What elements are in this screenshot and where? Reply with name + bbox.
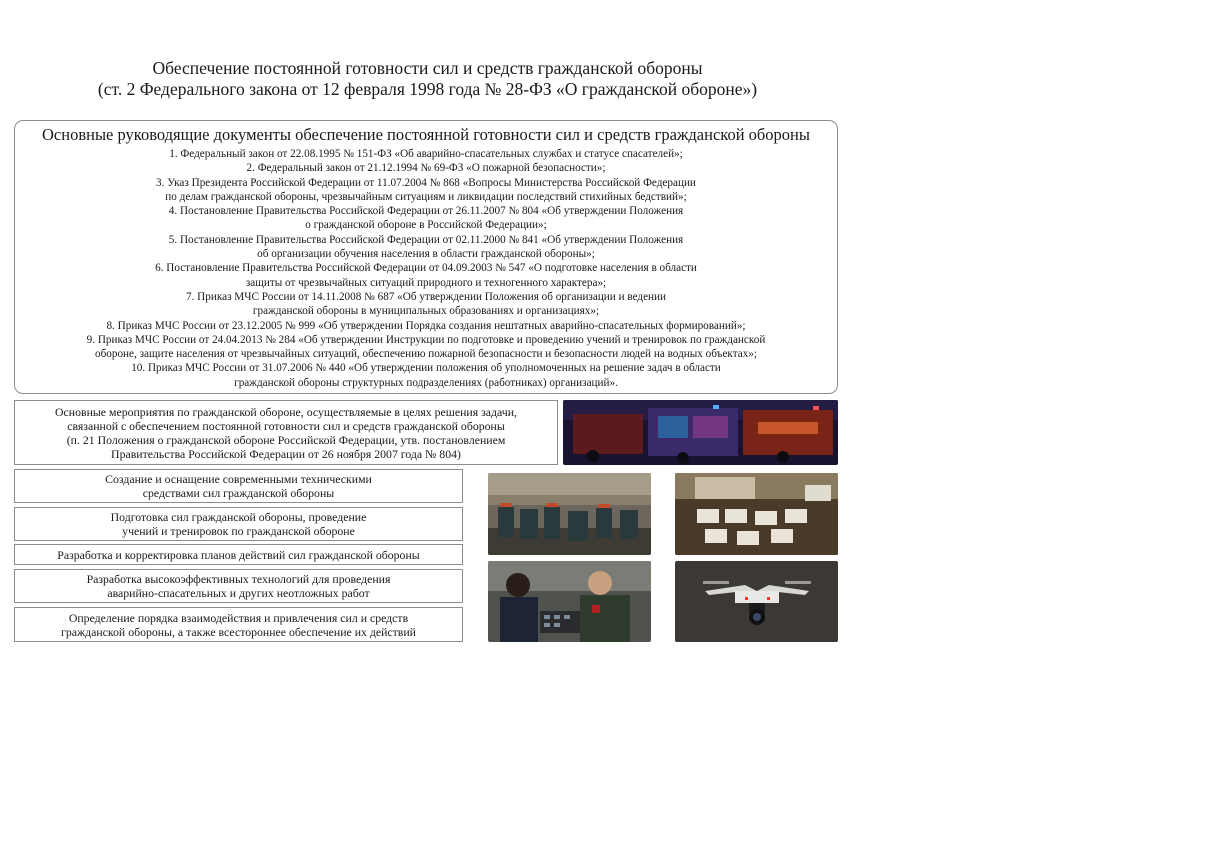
documents-heading: Основные руководящие документы обеспечение постоянной готовности сил и средств гражданской обороны (42, 125, 810, 144)
documents-line: 10. Приказ МЧС России от 31.07.2006 № 440 «Об утверждении положения об уполномоченных на решение задач в области (131, 362, 721, 375)
measures-line: Основные мероприятия по гражданской обороне, осуществляемые в целях решения задачи, (55, 404, 517, 419)
measure-item-line: гражданской обороны, а также всестороннее обеспечение их действий (60, 624, 416, 639)
measures-line: связанной с обеспечением постоянной готовности сил и средств гражданской обороны (67, 418, 505, 433)
title-line-1: Обеспечение постоянной готовности сил и средств гражданской обороны (152, 58, 703, 78)
documents-line: о гражданской обороне в Российской Федерации»; (305, 219, 547, 232)
drone-photo (675, 561, 838, 642)
documents-line: 7. Приказ МЧС России от 14.11.2008 № 687 «Об утверждении Положения об организации и ведении (185, 290, 667, 303)
documents-box (14, 120, 838, 394)
measure-item-line: Разработка и корректировка планов действий сил гражданской обороны (57, 547, 420, 562)
documents-line: 1. Федеральный закон от 22.08.1995 № 151-ФЗ «Об аварийно-спасательных службах и статусе спасателей»; (169, 148, 683, 160)
documents-line: 9. Приказ МЧС России от 24.04.2013 № 284 «Об утверждении Инструкции по подготовке и проведению учений и тренировок по гражданской (86, 333, 766, 346)
measure-item-line: Разработка высокоэффективных технологий для проведения (86, 572, 391, 586)
measures-line: Правительства Российской Федерации от 26 ноября 2007 года № 804) (111, 446, 461, 461)
documents-list (15, 147, 837, 390)
documents-line: об организации обучения населения в области гражданской обороны»; (257, 248, 595, 261)
measure-item-interaction (14, 607, 463, 642)
documents-line: гражданской обороны структурных подразделениях (работниках) организаций». (234, 376, 618, 389)
officers-training-photo (488, 561, 651, 642)
measure-item-plans (14, 544, 463, 565)
documents-line: 5. Постановление Правительства Российской Федерации от 02.11.2000 № 841 «Об утверждении Положения (168, 233, 684, 246)
measure-item-line: средствами сил гражданской обороны (142, 486, 335, 500)
documents-line: 4. Постановление Правительства Российской Федерации от 26.11.2007 № 804 «Об утверждении Положения (168, 205, 684, 218)
documents-line: 8. Приказ МЧС России от 23.12.2005 № 999 «Об утверждении Порядка создания нештатных аварийно-спасательных формирований»; (106, 319, 746, 332)
measures-line: (п. 21 Положения о гражданской обороне Российской Федерации, утв. постановлением (66, 432, 506, 447)
documents-table-photo (675, 473, 838, 555)
fire-trucks-photo (563, 400, 838, 465)
documents-line: обороне, защите населения от чрезвычайных ситуаций, обеспечению пожарной безопасности и безопасности людей на водных объектах»; (94, 348, 757, 361)
documents-line: по делам гражданской обороны, чрезвычайным ситуациям и ликвидации последствий стихийных бедствий»; (165, 190, 687, 203)
title-line-2: (ст. 2 Федерального закона от 12 февраля 1998 года № 28-ФЗ «О гражданской обороне») (97, 79, 758, 99)
measure-item-line: Определение порядка взаимодействия и привлечения сил и средств (68, 610, 409, 625)
measure-item-equipment (14, 469, 463, 503)
measure-item-line: учений и тренировок по гражданской обороне (122, 524, 355, 538)
documents-line: 3. Указ Президента Российской Федерации от 11.07.2004 № 868 «Вопросы Министерства Российской Федерации (156, 176, 696, 189)
page-title (0, 58, 855, 100)
measure-item-line: Подготовка сил гражданской обороны, проведение (110, 510, 367, 524)
documents-line: 6. Постановление Правительства Российской Федерации от 04.09.2003 № 547 «О подготовке населения в области (155, 262, 697, 275)
documents-line: 2. Федеральный закон от 21.12.1994 № 69-ФЗ «О пожарной безопасности»; (246, 162, 606, 175)
measure-item-line: аварийно-спасательных и других неотложных работ (107, 586, 370, 600)
measure-item-training (14, 507, 463, 541)
documents-line: гражданской обороны в муниципальных образованиях и организациях»; (252, 305, 600, 318)
documents-line: защиты от чрезвычайных ситуаций природного и техногенного характера»; (245, 276, 607, 289)
measures-box (14, 400, 558, 465)
rescuers-formation-photo (488, 473, 651, 555)
measure-item-line: Создание и оснащение современными техническими (105, 472, 372, 486)
measure-item-technologies (14, 569, 463, 603)
